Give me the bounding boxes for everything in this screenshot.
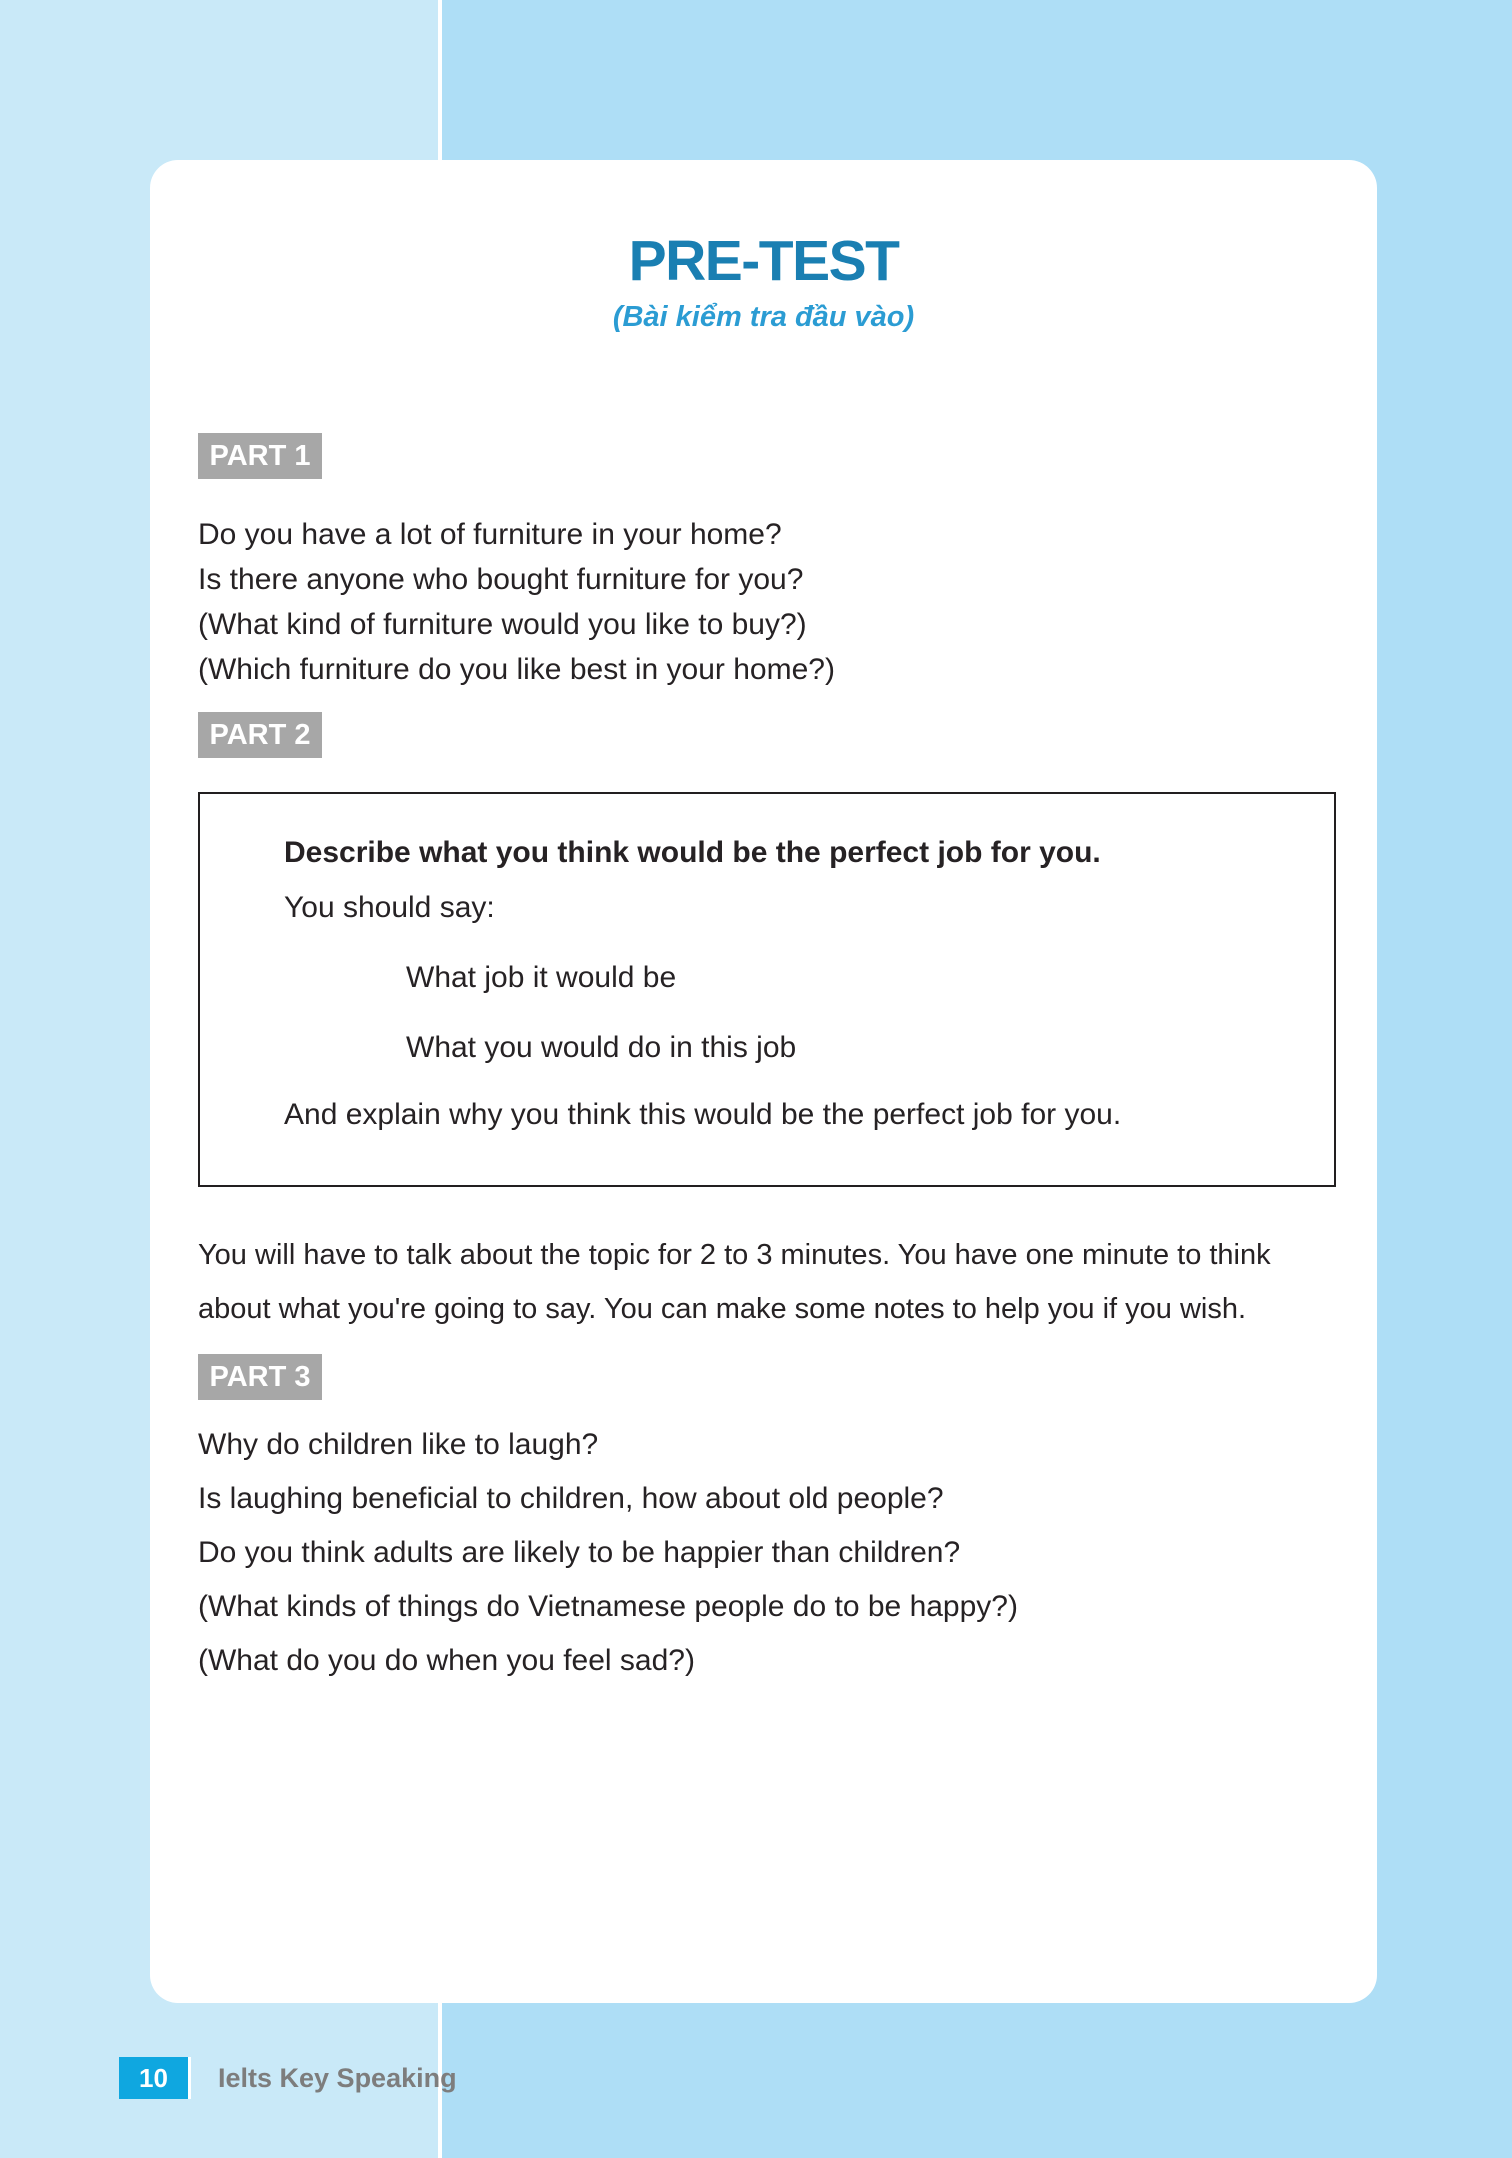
- cue-card-intro: You should say:: [284, 891, 495, 924]
- part-2-instructions: You will have to talk about the topic for 2 to 3 minutes. You have one minute to think about what you're going to say. You can make some notes to help you if you wish.: [198, 1239, 1271, 1325]
- cue-card-point: What job it would be: [406, 961, 677, 994]
- question-line: (Which furniture do you like best in your home?): [198, 653, 835, 686]
- question-line: (What do you do when you feel sad?): [198, 1644, 695, 1677]
- part-3-questions: [198, 1418, 1018, 1688]
- question-line: Is there anyone who bought furniture for you?: [198, 563, 804, 596]
- question-line: Is laughing beneficial to children, how about old people?: [198, 1482, 944, 1515]
- question-line: Do you think adults are likely to be happier than children?: [198, 1536, 961, 1569]
- question-line: (What kinds of things do Vietnamese people do to be happy?): [198, 1590, 1018, 1623]
- part-1-questions: [198, 512, 835, 692]
- part-1-badge: PART 1: [198, 433, 322, 479]
- question-line: Why do children like to laugh?: [198, 1428, 599, 1461]
- part-2-badge: PART 2: [198, 712, 322, 758]
- page-subtitle: (Bài kiểm tra đầu vào): [612, 301, 915, 333]
- part-3-badge: PART 3: [198, 1354, 322, 1400]
- cue-card-box: [198, 792, 1336, 1187]
- cue-card-point: What you would do in this job: [406, 1031, 797, 1064]
- page-title: PRE-TEST: [628, 229, 899, 293]
- question-line: (What kind of furniture would you like to buy?): [198, 608, 807, 641]
- book-title: Ielts Key Speaking: [218, 2063, 457, 2093]
- cue-card-explain: And explain why you think this would be the perfect job for you.: [284, 1098, 1122, 1131]
- question-line: Do you have a lot of furniture in your home?: [198, 518, 782, 551]
- page-number-badge: 10: [119, 2057, 191, 2099]
- cue-card-content: [200, 794, 1334, 1134]
- cue-card-task: Describe what you think would be the perfect job for you.: [284, 836, 1101, 869]
- content-card: [150, 160, 1377, 2003]
